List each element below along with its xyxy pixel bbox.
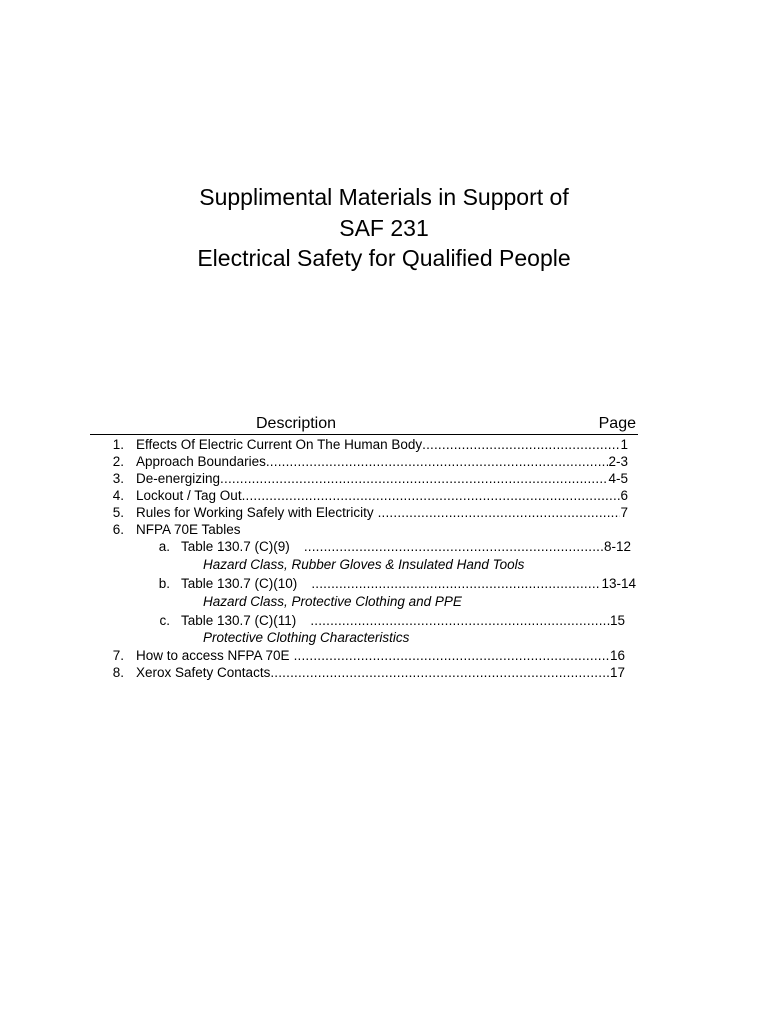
toc-entry: [181, 612, 625, 629]
dot-leader: [270, 664, 610, 681]
toc-item-label: Rules for Working Safely with Electricity: [136, 505, 374, 520]
toc-item-label: Table 130.7 (C)(10): [181, 576, 298, 591]
toc-header-page: Page: [598, 415, 636, 432]
toc-item-label: Table 130.7 (C)(9): [181, 539, 290, 554]
toc-entry: [136, 453, 628, 470]
toc-item-page: 6: [620, 488, 628, 503]
toc-entry: [136, 470, 628, 487]
toc-item-number: 2.: [112, 454, 124, 469]
toc-item-label: Lockout / Tag Out: [136, 488, 242, 503]
title-line-1: Supplimental Materials in Support of: [199, 184, 569, 210]
toc-item-page: 16: [609, 648, 625, 663]
dot-leader: [422, 436, 620, 453]
toc-entry: [181, 538, 631, 555]
toc-item-number: 7.: [112, 648, 124, 663]
dot-leader: [220, 470, 608, 487]
toc-item-label: De-energizing: [136, 471, 221, 486]
toc-item-number: 5.: [112, 505, 124, 520]
toc-item-number: 3.: [112, 471, 124, 486]
toc-item-number: c.: [159, 613, 170, 628]
toc-subitem-note: Hazard Class, Rubber Gloves & Insulated Hand Tools: [203, 557, 525, 572]
toc-item-number: 6.: [112, 522, 124, 537]
toc-item-label: Xerox Safety Contacts: [136, 665, 271, 680]
title-line-3: Electrical Safety for Qualified People: [197, 245, 571, 271]
toc-item-number: 1.: [112, 437, 124, 452]
toc-header-description: Description: [256, 415, 337, 432]
toc-item-number: a.: [158, 539, 170, 554]
document-title: [0, 182, 768, 274]
dot-leader: [311, 575, 601, 592]
toc-entry: [136, 504, 628, 521]
toc-item-label: Approach Boundaries: [136, 454, 266, 469]
toc-item-number: b.: [158, 576, 170, 591]
toc-item-page: 2-3: [608, 454, 628, 469]
toc-entry: [136, 436, 628, 453]
toc-item-label: How to access NFPA 70E: [136, 648, 290, 663]
toc-header: [90, 414, 638, 435]
toc-item-page: 15: [609, 613, 625, 628]
title-line-2: SAF 231: [339, 214, 429, 241]
toc-item-page: 4-5: [608, 471, 628, 486]
toc-entry: [181, 575, 636, 592]
dot-leader: [294, 647, 610, 664]
toc-entry: [136, 664, 625, 681]
toc-item-page: 13-14: [601, 576, 636, 591]
dot-leader: [310, 612, 610, 629]
toc-item-label: NFPA 70E Tables: [136, 522, 241, 537]
dot-leader: [378, 504, 621, 521]
toc-entry: [136, 487, 628, 504]
toc-subitem-note: Protective Clothing Characteristics: [203, 630, 410, 645]
toc-item-label: Table 130.7 (C)(11): [181, 613, 297, 628]
toc-item-page: 7: [620, 505, 628, 520]
dot-leader: [266, 453, 609, 470]
toc-entry: [136, 521, 628, 538]
toc-subitem-note: Hazard Class, Protective Clothing and PPE: [203, 594, 462, 609]
toc-item-number: 8.: [112, 665, 124, 680]
toc-item-number: 4.: [112, 488, 124, 503]
toc-item-page: 1: [620, 437, 628, 452]
dot-leader: [304, 538, 604, 555]
toc-item-label: Effects Of Electric Current On The Human Body: [136, 437, 423, 452]
toc-item-page: 8-12: [603, 539, 631, 554]
toc-entry: [136, 647, 625, 664]
dot-leader: [242, 487, 621, 504]
toc-item-page: 17: [609, 665, 625, 680]
